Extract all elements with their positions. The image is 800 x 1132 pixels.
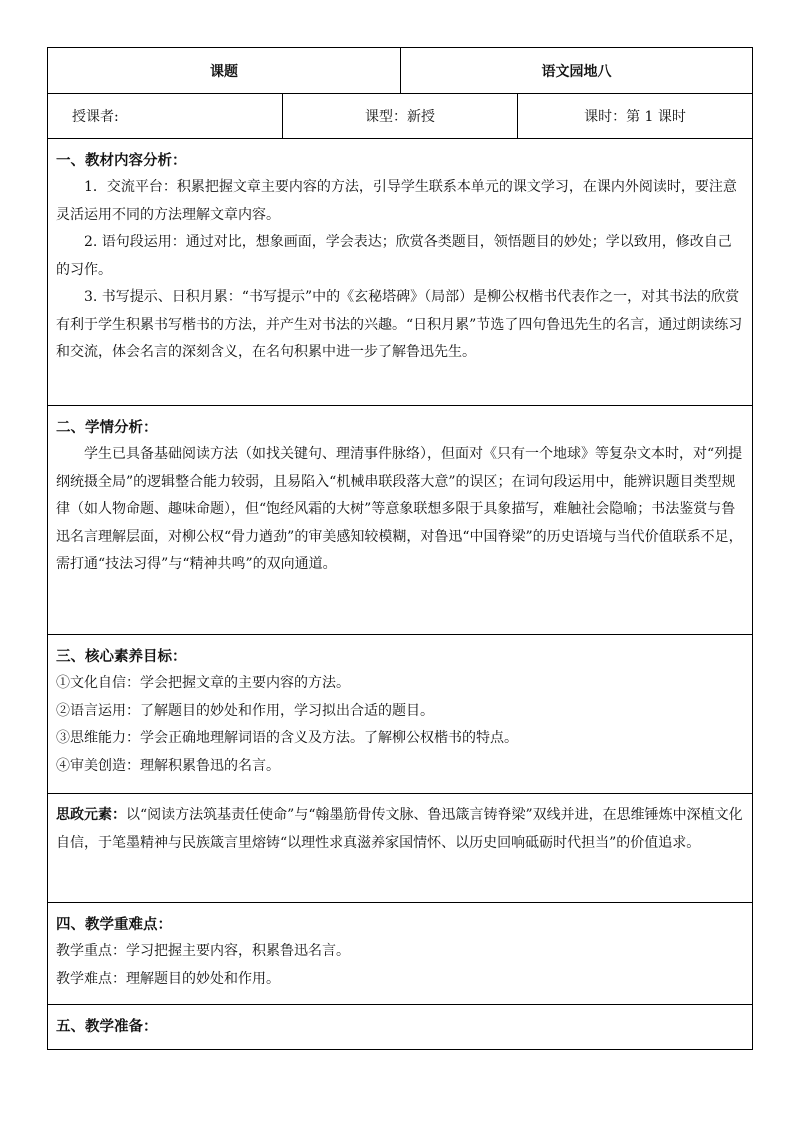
lesson-plan-page bbox=[47, 47, 752, 1050]
section3-title: 三、核心素养目标： bbox=[56, 648, 187, 665]
lesson-plan-table bbox=[47, 47, 753, 1050]
section-textbook-analysis bbox=[48, 139, 753, 406]
lesson-type: 课型：新授 bbox=[365, 109, 435, 125]
lesson-time: 课时：第 1 课时 bbox=[584, 109, 686, 125]
goal-item-2: ②语言运用：了解题目的妙处和作用，学习拟出合适的题目。 bbox=[56, 702, 434, 719]
topic-label-cell bbox=[48, 48, 401, 94]
difficulty-point: 教学难点：理解题目的妙处和作用。 bbox=[56, 970, 280, 987]
lesson-type-cell bbox=[283, 94, 518, 139]
section4-title: 四、教学重难点： bbox=[56, 916, 172, 933]
topic-value-cell bbox=[401, 48, 753, 94]
ideology-paragraph bbox=[56, 802, 744, 857]
meta-row bbox=[48, 94, 753, 139]
section1-paragraph-1: 1．交流平台：积累把握文章主要内容的方法，引导学生联系本单元的课文学习，在课内外阅读时，要注意灵活运用不同的方法理解文章内容。 bbox=[56, 179, 737, 223]
teacher-cell bbox=[48, 94, 283, 139]
ideology-text: 以“阅读方法筑基责任使命”与“翰墨筋骨传文脉、鲁迅箴言铸脊梁”双线并进，在思维锤炼中深植文化自信，于笔墨精神与民族箴言里熔铸“以理性求真滋养家国情怀、以历史回响砥砺时代担当”的价值追求。 bbox=[56, 807, 743, 851]
section-core-goals bbox=[48, 635, 753, 794]
goal-item-3: ③思维能力：学会正确地理解词语的含义及方法。了解柳公权楷书的特点。 bbox=[56, 730, 518, 746]
header-row bbox=[48, 48, 753, 94]
section1-paragraph-3: 3. 书写提示、日积月累：“书写提示”中的《玄秘塔碑》（局部）是柳公权楷书代表作之一，对其书法的欣赏有利于学生积累书写楷书的方法，并产生对书法的兴趣。“日积月累”节选了四句鲁迅先生的名言，通过朗读练习和交流，体会名言的深刻含义，在名句积累中进一步了解鲁迅先生。 bbox=[56, 289, 743, 360]
section-key-difficult bbox=[48, 903, 753, 1005]
section2-paragraph: 学生已具备基础阅读方法（如找关键句、理清事件脉络），但面对《只有一个地球》等复杂文本时，对“列提纲统摄全局”的逻辑整合能力较弱，且易陷入“机械串联段落大意”的误区；在词句段运用中，能辨识题目类型规律（如人物命题、趣味命题），但“饱经风霜的大树”等意象联想多限于具象描写，难触社会隐喻；书法鉴赏与鲁迅名言理解层面，对柳公权“骨力遒劲”的审美感知较模糊，对鲁迅“中国脊梁”的历史语境与当代价值联系不足，需打通“技法习得”与“精神共鸣”的双向通道。 bbox=[56, 446, 743, 572]
section-ideology bbox=[48, 794, 753, 903]
goal-item-4: ④审美创造：理解积累鲁迅的名言。 bbox=[56, 757, 280, 774]
goal-item-1: ①文化自信：学会把握文章的主要内容的方法。 bbox=[56, 675, 350, 691]
section1-paragraph-2: 2. 语句段运用：通过对比，想象画面，学会表达；欣赏各类题目，领悟题目的妙处；学以致用，修改自己的习作。 bbox=[56, 234, 732, 278]
section-student-analysis bbox=[48, 406, 753, 635]
section5-title: 五、教学准备： bbox=[56, 1018, 158, 1035]
lesson-time-cell bbox=[518, 94, 753, 139]
topic-value: 语文园地八 bbox=[541, 63, 612, 80]
ideology-label: 思政元素： bbox=[56, 807, 126, 823]
section-preparation bbox=[48, 1005, 753, 1050]
topic-label: 课题 bbox=[210, 63, 238, 80]
section2-title: 二、学情分析： bbox=[56, 419, 158, 436]
teacher-label: 授课者: bbox=[72, 109, 119, 125]
section1-title: 一、教材内容分析： bbox=[56, 152, 187, 169]
key-point: 教学重点：学习把握主要内容，积累鲁迅名言。 bbox=[56, 943, 350, 959]
